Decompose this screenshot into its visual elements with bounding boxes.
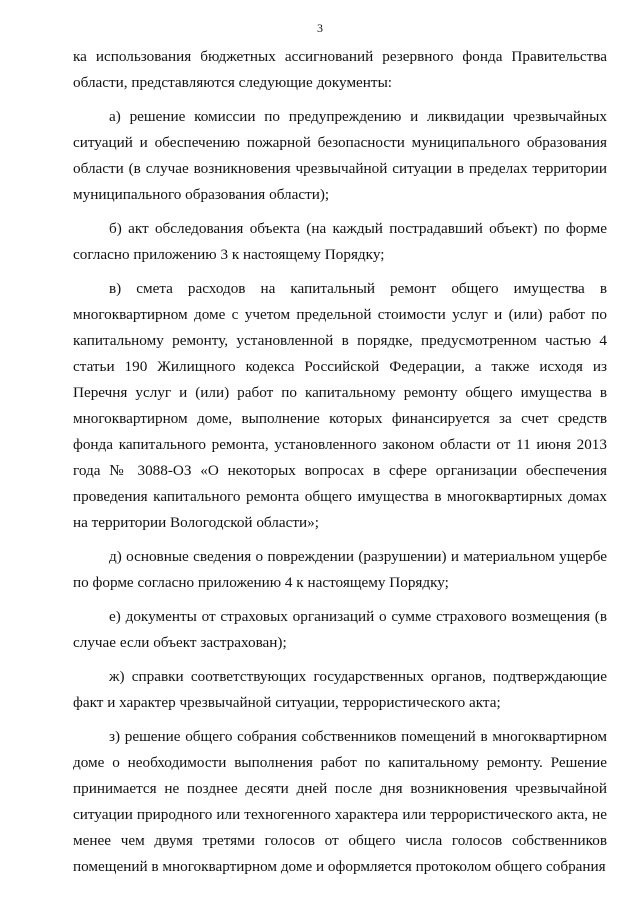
page-number: 3 xyxy=(317,21,323,35)
paragraph-item-a: а) решение комиссии по предупреждению и ликвидации чрезвычайных ситуаций и обеспечению пожарной безопасности муниципального образования области (в случае возникновения чрезвычайной ситуации в пределах территории муниципального образования области); xyxy=(73,108,607,203)
paragraph-item-zh: ж) справки соответствующих государственных органов, подтверждающие факт и характер чрезвычайной ситуации, террористического акта; xyxy=(73,668,607,711)
paragraph-item-e: е) документы от страховых организаций о сумме страхового возмещения (в случае если объект застрахован); xyxy=(73,608,607,651)
document-body xyxy=(73,44,607,880)
paragraph-item-d: д) основные сведения о повреждении (разрушении) и материальном ущербе по форме согласно приложению 4 к настоящему Порядку; xyxy=(73,548,607,591)
paragraph-item-b: б) акт обследования объекта (на каждый пострадавший объект) по форме согласно приложению 3 к настоящему Порядку; xyxy=(73,220,607,263)
paragraph-item-z: з) решение общего собрания собственников помещений в многоквартирном доме о необходимости выполнения работ по капитальному ремонту. Решение принимается не позднее десяти дней после дня возникновения чрезвычайной ситуации природного или техногенного характера или террористического акта, не менее чем двумя третями голосов от общего числа голосов собственников помещений в многоквартирном доме и оформляется протоколом общего собрания xyxy=(73,728,607,875)
paragraph-intro-continuation: ка использования бюджетных ассигнований резервного фонда Правительства области, представляются следующие документы: xyxy=(73,48,607,91)
paragraph-item-v: в) смета расходов на капитальный ремонт общего имущества в многоквартирном доме с учетом предельной стоимости услуг и (или) работ по капитальному ремонту, установленной в порядке, предусмотренном частью 4 статьи 190 Жилищного кодекса Российской Федерации, а также исходя из Перечня услуг и (или) работ по капитальному ремонту общего имущества в многоквартирном доме, выполнение которых финансируется за счет средств фонда капитального ремонта, установленного законом области от 11 июня 2013 года № 3088-ОЗ «О некоторых вопросах в сфере организации обеспечения проведения капитального ремонта общего имущества в многоквартирных домах на территории Вологодской области»; xyxy=(73,280,607,531)
